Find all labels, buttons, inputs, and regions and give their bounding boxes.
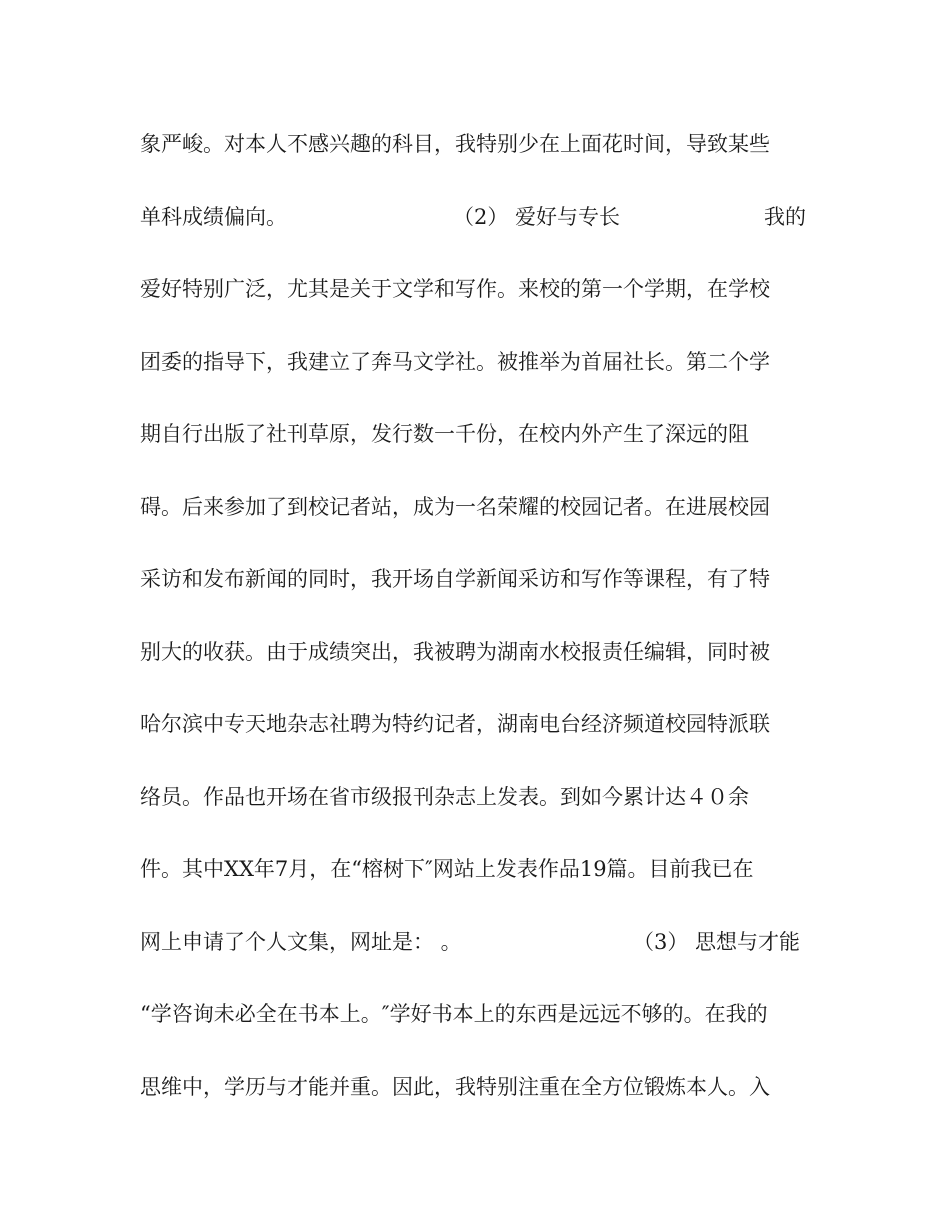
text-line-4: 团委的指导下，我建立了奔马文学社。被推举为首届社长。第二个学 bbox=[140, 350, 770, 374]
text-line-1: 象严峻。对本人不感兴趣的科目，我特别少在上面花时间，导致某些 bbox=[140, 132, 770, 156]
text-line-2-start: 单科成绩偏向。 bbox=[140, 205, 287, 229]
text-line-2-end: 我的 bbox=[764, 205, 806, 229]
text-line-14: 思维中，学历与才能并重。因此，我特别注重在全方位锻炼本人。入 bbox=[140, 1075, 770, 1099]
text-line-10: 络员。作品也开场在省市级报刊杂志上发表。到如今累计达４０余 bbox=[140, 785, 749, 809]
text-line-8: 别大的收获。由于成绩突出，我被聘为湖南水校报责任编辑，同时被 bbox=[140, 640, 770, 664]
text-line-12 bbox=[140, 922, 810, 962]
text-line-5: 期自行出版了社刊草原，发行数一千份，在校内外产生了深远的阻 bbox=[140, 422, 749, 446]
text-line-6: 碍。后来参加了到校记者站，成为一名荣耀的校园记者。在进展校园 bbox=[140, 495, 770, 519]
text-line-3: 爱好特别广泛，尤其是关于文学和写作。来校的第一个学期，在学校 bbox=[140, 277, 770, 301]
text-line-2 bbox=[140, 197, 810, 237]
text-line-9: 哈尔滨中专天地杂志社聘为特约记者，湖南电台经济频道校园特派联 bbox=[140, 712, 770, 736]
section-heading-thought-ability: （3） 思想与才能 bbox=[633, 930, 801, 954]
text-line-12-start: 网上申请了个人文集，网址是： 。 bbox=[140, 930, 462, 954]
text-line-13: “学咨询未必全在书本上。″学好书本上的东西是远远不够的。在我的 bbox=[140, 1002, 768, 1026]
text-line-11: 件。其中XX年7月，在“榕树下″网站上发表作品19篇。目前我已在 bbox=[140, 857, 754, 881]
section-heading-hobbies: （2） 爱好与专长 bbox=[453, 205, 621, 229]
text-line-7: 采访和发布新闻的同时，我开场自学新闻采访和写作等课程，有了特 bbox=[140, 567, 770, 591]
